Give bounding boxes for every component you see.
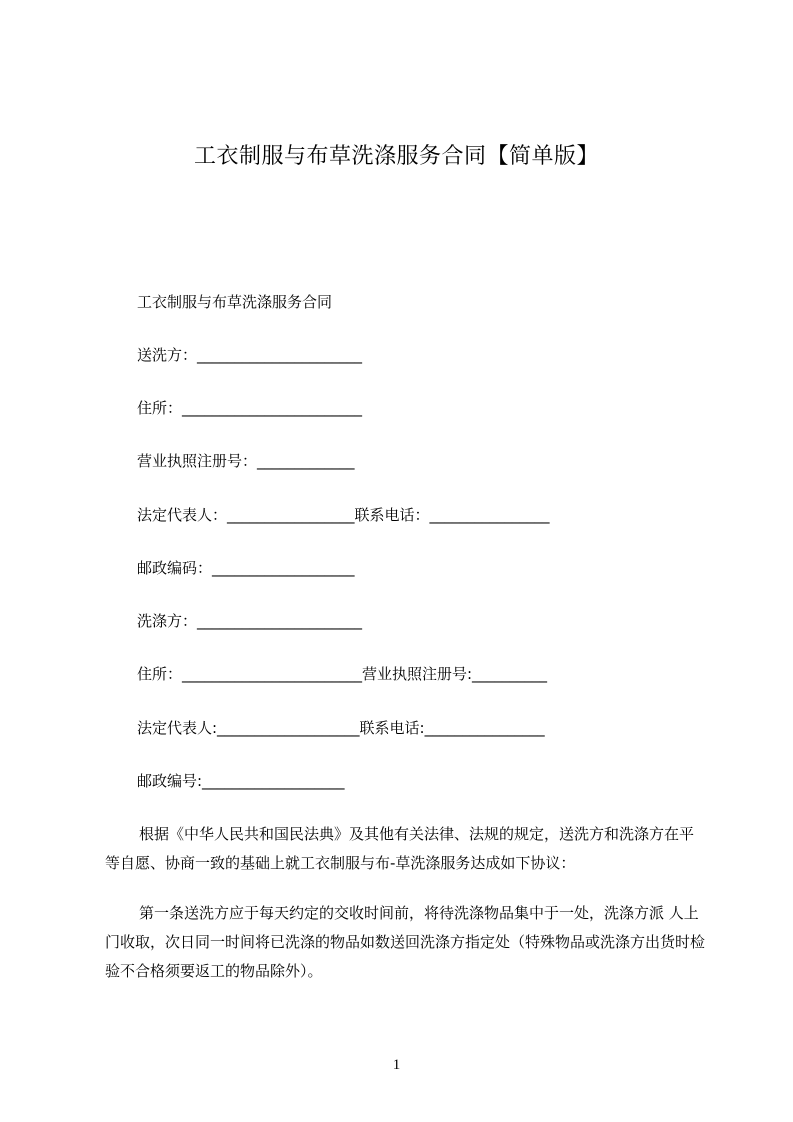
washer-field: 洗涤方：______________________ [137,612,363,630]
washer-postcode-field: 邮政编号:___________________ [137,772,345,790]
washer-address-license-field: 住所：________________________营业执照注册号:__________ [137,665,548,683]
article-1-paragraph: 第一条送洗方应于每天约定的交收时间前，将待洗涤物品集中于一处，洗涤方派 人上门收取，次日同一时间将已洗涤的物品如数送回洗涤方指定处（特殊物品或洗涤方出货时检验不合格须要返工的物品除外）。 [105,904,706,980]
document-title: 工衣制服与布草洗涤服务合同【简单版】 [193,144,599,169]
intro-paragraph: 根据《中华人民共和国民法典》及其他有关法律、法规的规定，送洗方和洗涤方在平等自愿、协商一致的基础上就工衣制服与布-草洗涤服务达成如下协议： [105,825,695,872]
page-number: 1 [392,1057,401,1073]
washer-representative-phone-field: 法定代表人:___________________联系电话:________________ [137,719,545,737]
contract-subtitle: 工衣制服与布草洗涤服务合同 [137,293,333,311]
sender-license-field: 营业执照注册号：_____________ [137,452,355,470]
sender-representative-phone-field: 法定代表人：_________________联系电话：________________ [137,506,550,524]
sender-field: 送洗方：______________________ [137,346,363,364]
sender-address-field: 住所：________________________ [137,399,363,417]
sender-postcode-field: 邮政编码：___________________ [137,559,355,577]
